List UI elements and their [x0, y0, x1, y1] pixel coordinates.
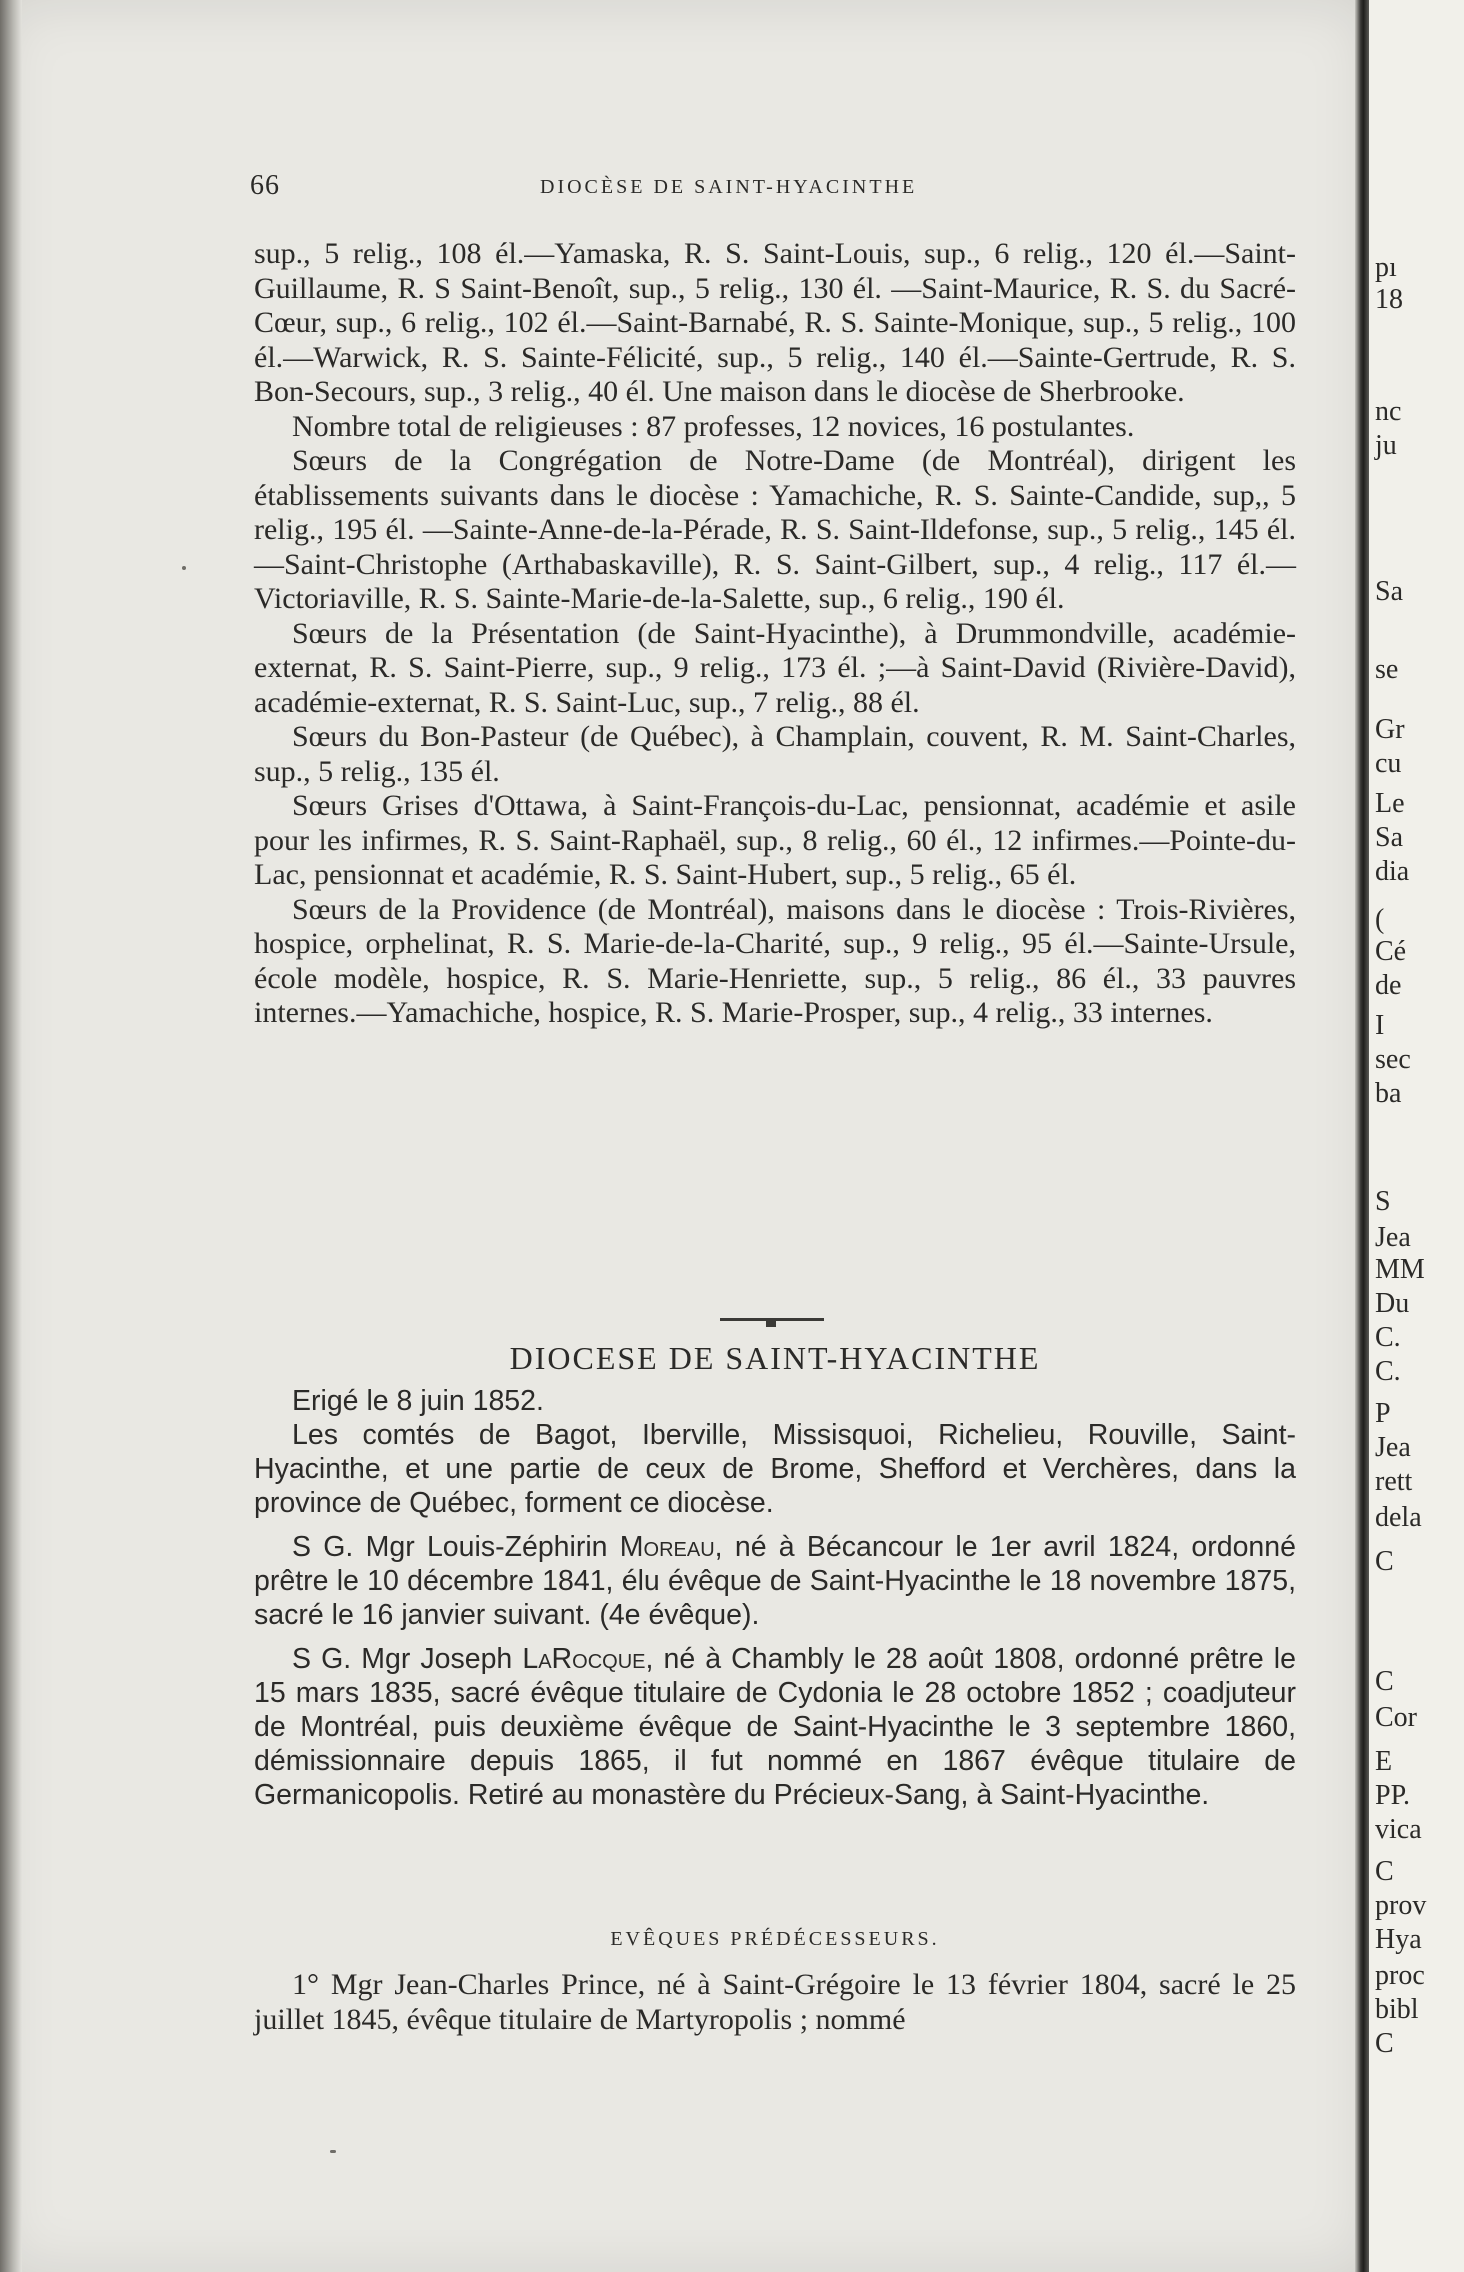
next-page-fragment: Cé	[1375, 936, 1407, 967]
diocese-description	[254, 1384, 1296, 1812]
scan-speck	[330, 2150, 336, 2153]
first-predecessor: 1° Mgr Jean-Charles Prince, né à Saint-Grégoire le 13 février 1804, sacré le 25 juillet 1845, évêque titulaire de Martyropolis ; nommé	[254, 1968, 1296, 2036]
retired-bishop-paragraph	[254, 1642, 1296, 1812]
next-page-fragment: C.	[1375, 1322, 1401, 1353]
next-page-fragment: prov	[1375, 1890, 1427, 1921]
next-page-fragment: Sa	[1375, 576, 1403, 607]
next-page-fragment: I	[1375, 1010, 1385, 1041]
next-page-fragment: C	[1375, 1666, 1394, 1697]
book-gutter	[1355, 0, 1369, 2272]
next-page-fragment: Sa	[1375, 822, 1403, 853]
territory-paragraph: Les comtés de Bagot, Iberville, Missisquoi, Richelieu, Rouville, Saint-Hyacinthe, et une partie de ceux de Brome, Shefford et Verchères, dans la province de Québec, forment ce diocèse.	[254, 1419, 1296, 1519]
next-page-fragment: Hya	[1375, 1924, 1422, 1955]
next-page-fragment: E	[1375, 1746, 1393, 1777]
current-bishop-paragraph	[254, 1530, 1296, 1632]
bishop-prefix: S G. Mgr Louis-Zéphirin	[292, 1531, 620, 1563]
page-edge-shadow	[0, 0, 22, 2272]
paragraph-congregation-notre-dame: Sœurs de la Congrégation de Notre-Dame (de Montréal), dirigent les établissements suivants dans le diocèse : Yamachiche, R. S. Sainte-Candide, sup,, 5 relig., 195 él. —Sainte-Anne-de-la-Pérade, R. S. Saint-Ildefonse, sup., 5 relig., 145 él.—Saint-Christophe (Arthabaskaville), R. S. Saint-Gilbert, sup., 4 relig., 117 él.—Victoriaville, R. S. Sainte-Marie-de-la-Salette, sup., 6 relig., 190 él.	[254, 444, 1296, 615]
religious-houses-text	[254, 237, 1296, 1031]
next-page-fragment: C	[1375, 1856, 1394, 1887]
next-page-fragment: P	[1375, 1398, 1391, 1429]
next-page-fragment: Cor	[1375, 1702, 1417, 1733]
next-page-fragment: sec	[1375, 1044, 1411, 1075]
retired-bishop-details: , né à Chambly le 28 août 1808, ordonné prêtre le 15 mars 1835, sacré évêque titulaire de Cydonia le 28 octobre 1852 ; coadjuteur de Montréal, puis deuxième évêque de Saint-Hyacinthe le 3 septembre 1860, démissionnaire depuis 1865, il fut nommé en 1867 évêque titulaire de Germanicopolis. Retiré au monastère du Précieux-Sang, à Saint-Hyacinthe.	[254, 1643, 1296, 1811]
next-page-edge	[1369, 0, 1464, 2272]
next-page-fragment: dela	[1375, 1502, 1422, 1533]
next-page-fragment: rett	[1375, 1466, 1413, 1497]
next-page-fragment: bibl	[1375, 1994, 1419, 2025]
paragraph-total-religieuses: Nombre total de religieuses : 87 professes, 12 novices, 16 postulantes.	[292, 409, 1135, 443]
running-title: DIOCÈSE DE SAINT-HYACINTHE	[540, 176, 918, 198]
page-number: 66	[250, 170, 280, 201]
next-page-fragment: ba	[1375, 1078, 1402, 1109]
predecessors-text	[254, 1968, 1296, 2037]
retired-bishop-prefix: S G. Mgr Joseph	[292, 1643, 523, 1675]
erected-date: Erigé le 8 juin 1852.	[292, 1385, 544, 1417]
page-header	[250, 170, 1300, 206]
next-page-fragment: de	[1375, 970, 1402, 1001]
next-page-fragment: MM	[1375, 1254, 1425, 1285]
next-page-fragment: vica	[1375, 1814, 1422, 1845]
next-page-fragment: pı	[1375, 252, 1397, 283]
next-page-fragment: Du	[1375, 1288, 1410, 1319]
next-page-fragment: se	[1375, 654, 1399, 685]
next-page-fragment: Jea	[1375, 1432, 1411, 1463]
predecessors-heading: EVÊQUES PRÉDÉCESSEURS.	[610, 1928, 940, 1950]
next-page-fragment: S	[1375, 1186, 1391, 1217]
next-page-fragment: nc	[1375, 396, 1402, 427]
next-page-fragment: Gr	[1375, 714, 1405, 745]
next-page-fragment: C.	[1375, 1356, 1401, 1387]
retired-bishop-surname: LaRocque	[522, 1643, 646, 1675]
next-page-fragment: cu	[1375, 748, 1402, 779]
scan-speck	[182, 566, 186, 570]
next-page-fragment: dia	[1375, 856, 1410, 887]
next-page-fragment: Le	[1375, 788, 1405, 819]
section-title: DIOCESE DE SAINT-HYACINTHE	[509, 1340, 1041, 1376]
paragraph-providence: Sœurs de la Providence (de Montréal), maisons dans le diocèse : Trois-Rivières, hospice, orphelinat, R. S. Marie-de-la-Charité, sup., 9 relig., 95 él.—Sainte-Ursule, école modèle, hospice, R. S. Marie-Henriette, sup., 5 relig., 86 él., 33 pauvres internes.—Yamachiche, hospice, R. S. Marie-Prosper, sup., 4 relig., 33 internes.	[254, 892, 1296, 1029]
next-page-fragment: Jea	[1375, 1222, 1411, 1253]
next-page-fragment: C	[1375, 2028, 1394, 2059]
bishop-details: , né à Bécancour le 1er avril 1824, ordonné prêtre le 10 décembre 1841, élu évêque de Saint-Hyacinthe le 18 novembre 1875, sacré le 16 janvier suivant. (4e évêque).	[254, 1531, 1296, 1631]
next-page-fragment: (	[1375, 904, 1385, 935]
section-divider	[720, 1318, 824, 1321]
next-page-fragment: proc	[1375, 1960, 1425, 1991]
paragraph-presentation: Sœurs de la Présentation (de Saint-Hyacinthe), à Drummondville, académie-externat, R. S. Saint-Pierre, sup., 9 relig., 173 él. ;—à Saint-David (Rivière-David), académie-externat, R. S. Saint-Luc, sup., 7 relig., 88 él.	[254, 616, 1296, 719]
paragraph-yamaska: sup., 5 relig., 108 él.—Yamaska, R. S. Saint-Louis, sup., 6 relig., 120 él.—Saint-Guillaume, R. S Saint-Benoît, sup., 5 relig., 130 él. —Saint-Maurice, R. S. du Sacré-Cœur, sup., 6 relig., 102 él.—Saint-Barnabé, R. S. Sainte-Monique, sup., 5 relig., 100 él.—Warwick, R. S. Sainte-Félicité, sup., 5 relig., 140 él.—Sainte-Gertrude, R. S. Bon-Secours, sup., 3 relig., 40 él. Une maison dans le diocèse de Sherbrooke.	[254, 237, 1296, 408]
next-page-fragment: C	[1375, 1546, 1394, 1577]
next-page-fragment: ju	[1375, 430, 1397, 461]
paragraph-soeurs-grises: Sœurs Grises d'Ottawa, à Saint-François-du-Lac, pensionnat, académie et asile pour les infirmes, R. S. Saint-Raphaël, sup., 8 relig., 60 él., 12 infirmes.—Pointe-du-Lac, pensionnat et académie, R. S. Saint-Hubert, sup., 5 relig., 65 él.	[254, 789, 1296, 891]
bishop-surname: Moreau	[619, 1531, 715, 1563]
next-page-fragment: PP.	[1375, 1780, 1411, 1811]
paragraph-bon-pasteur: Sœurs du Bon-Pasteur (de Québec), à Champlain, couvent, R. M. Saint-Charles, sup., 5 relig., 135 él.	[254, 720, 1296, 788]
next-page-fragment: 18	[1375, 284, 1403, 315]
